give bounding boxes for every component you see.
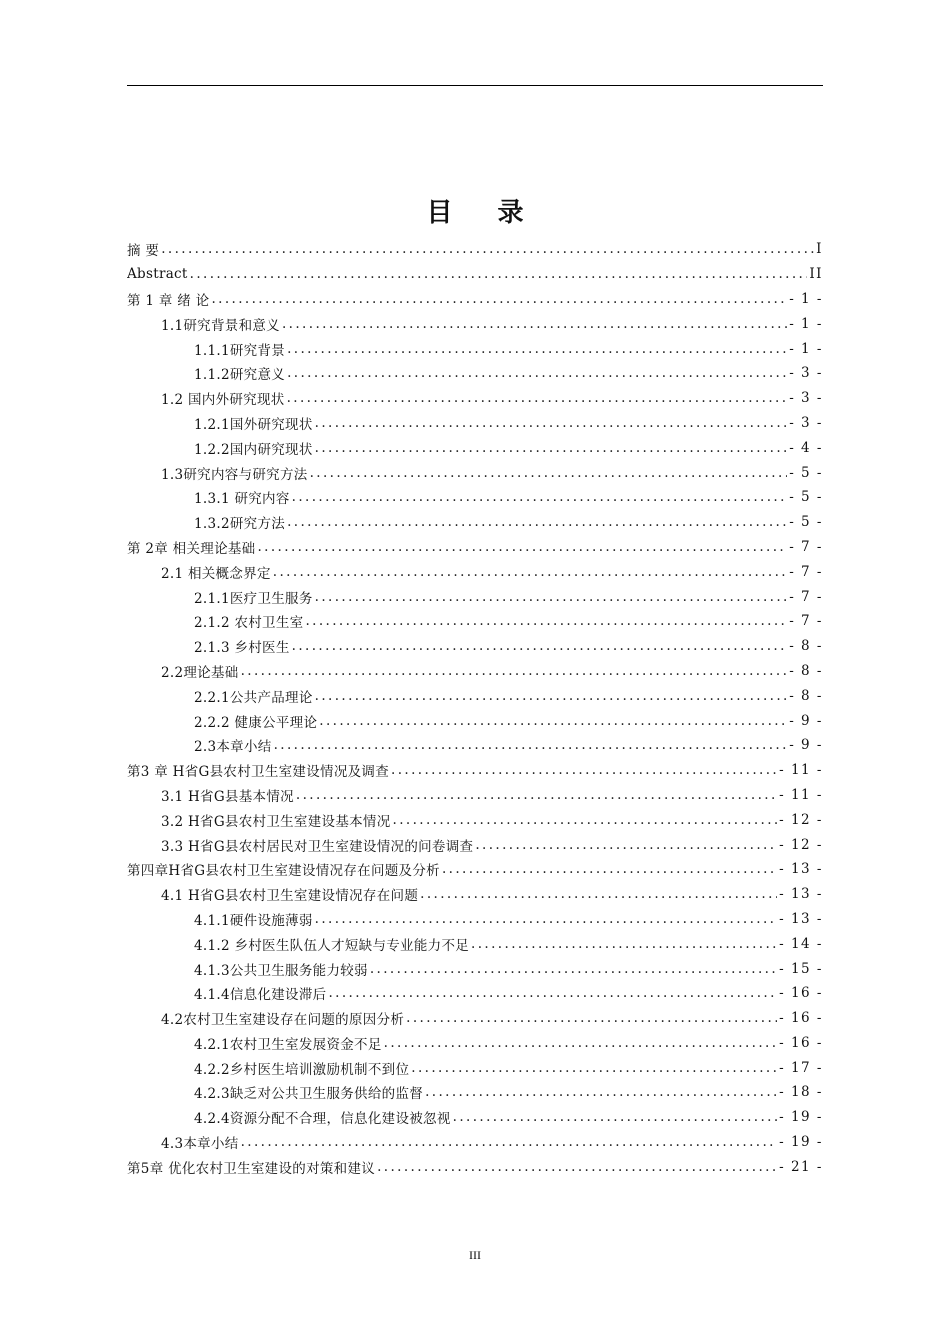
toc-entry-title: 1.3.1 研究内容 xyxy=(194,491,290,508)
toc-dot-leader xyxy=(442,861,777,877)
toc-entry-page: - 7 - xyxy=(789,538,823,555)
toc-entry-page: - 1 - xyxy=(789,315,823,332)
toc-dot-leader xyxy=(241,663,788,679)
toc-entry[interactable] xyxy=(127,1105,823,1130)
toc-dot-leader xyxy=(315,589,788,605)
toc-entry-title: 4.1.2 乡村医生队伍人才短缺与专业能力不足 xyxy=(194,937,470,954)
toc-entry-page: - 1 - xyxy=(789,340,823,357)
toc-entry-page: - 19 - xyxy=(779,1109,823,1126)
toc-entry-page: - 8 - xyxy=(789,638,823,655)
toc-entry-page: - 7 - xyxy=(789,613,823,630)
toc-entry-page: - 8 - xyxy=(789,687,823,704)
toc-entry-title: 2.1.3 乡村医生 xyxy=(194,640,290,657)
toc-dot-leader xyxy=(241,1134,778,1150)
toc-entry[interactable] xyxy=(127,1031,823,1056)
toc-entry-page: - 8 - xyxy=(789,662,823,679)
page-number: III xyxy=(469,1248,481,1262)
toc-entry-title: 第5章 优化农村卫生室建设的对策和建议 xyxy=(127,1160,376,1177)
toc-dot-leader xyxy=(471,936,777,952)
toc-entry[interactable] xyxy=(127,931,823,956)
toc-entry[interactable] xyxy=(127,1130,823,1155)
toc-entry[interactable] xyxy=(127,857,823,882)
toc-entry[interactable] xyxy=(127,981,823,1006)
toc-entry[interactable] xyxy=(127,882,823,907)
toc-dot-leader xyxy=(282,316,787,332)
toc-dot-leader xyxy=(315,440,788,456)
toc-dot-leader xyxy=(475,837,777,853)
toc-entry-title: 第 1 章 绪 论 xyxy=(127,292,210,309)
toc-entry-page: - 3 - xyxy=(789,414,823,431)
toc-entry-title: 1.1研究背景和意义 xyxy=(161,317,280,334)
toc-entry-page: - 11 - xyxy=(779,786,823,803)
toc-entry-page: - 16 - xyxy=(779,985,823,1002)
toc-entry-page: - 15 - xyxy=(779,960,823,977)
toc-entry-title: 1.3.2研究方法 xyxy=(194,516,286,533)
toc-dot-leader xyxy=(425,1084,777,1100)
toc-entry-page: - 13 - xyxy=(779,886,823,903)
toc-dot-leader xyxy=(384,1035,777,1051)
toc-entry-page: I xyxy=(816,241,823,258)
toc-entry-title: Abstract xyxy=(127,266,188,283)
toc-entry[interactable] xyxy=(127,683,823,708)
toc-entry-page: - 5 - xyxy=(789,464,823,481)
toc-entry-page: - 11 - xyxy=(779,762,823,779)
toc-entry-page: - 17 - xyxy=(779,1059,823,1076)
toc-dot-leader xyxy=(161,241,814,257)
toc-entry-page: - 21 - xyxy=(779,1158,823,1175)
toc-entry[interactable] xyxy=(127,535,823,560)
toc-entry-title: 2.3本章小结 xyxy=(194,739,272,756)
toc-entry[interactable] xyxy=(127,758,823,783)
toc-entry-page: - 3 - xyxy=(789,390,823,407)
toc-entry-title: 第 2章 相关理论基础 xyxy=(127,540,256,557)
toc-entry-title: 2.1.2 农村卫生室 xyxy=(194,615,304,632)
toc-dot-leader xyxy=(406,1010,777,1026)
toc-entry-title: 2.2.2 健康公平理论 xyxy=(194,714,318,731)
toc-entry-title: 3.2 H省G县农村卫生室建设基本情况 xyxy=(161,813,391,830)
toc-entry[interactable] xyxy=(127,1154,823,1179)
toc-entry-page: - 5 - xyxy=(789,514,823,531)
toc-entry-title: 1.1.1研究背景 xyxy=(194,342,286,359)
toc-entry-title: 4.1.3公共卫生服务能力较弱 xyxy=(194,962,368,979)
toc-entry-title: 2.2理论基础 xyxy=(161,664,239,681)
toc-entry-page: - 13 - xyxy=(779,910,823,927)
toc-entry[interactable] xyxy=(127,634,823,659)
toc-entry[interactable] xyxy=(127,510,823,535)
toc-entry-title: 3.3 H省G县农村居民对卫生室建设情况的问卷调查 xyxy=(161,838,474,855)
toc-dot-leader xyxy=(190,266,808,282)
toc-entry[interactable] xyxy=(127,311,823,336)
toc-entry-title: 4.2.2乡村医生培训激励机制不到位 xyxy=(194,1061,410,1078)
toc-entry-page: II xyxy=(809,266,823,283)
toc-dot-leader xyxy=(391,762,777,778)
toc-entry[interactable] xyxy=(127,460,823,485)
toc-entry[interactable] xyxy=(127,1055,823,1080)
toc-entry-page: - 9 - xyxy=(789,712,823,729)
toc-entry[interactable] xyxy=(127,733,823,758)
toc-dot-leader xyxy=(274,737,788,753)
toc-entry-title: 1.2 国内外研究现状 xyxy=(161,392,285,409)
toc-entry[interactable] xyxy=(127,659,823,684)
toc-entry[interactable] xyxy=(127,386,823,411)
toc-dot-leader xyxy=(319,713,787,729)
toc-entry[interactable] xyxy=(127,361,823,386)
toc-dot-leader xyxy=(453,1109,777,1125)
toc-entry[interactable] xyxy=(127,584,823,609)
header-rule xyxy=(127,85,823,86)
toc-entry-title: 摘 要 xyxy=(127,243,160,260)
toc-dot-leader xyxy=(292,489,788,505)
toc-dot-leader xyxy=(296,787,777,803)
toc-dot-leader xyxy=(310,465,788,481)
toc-entry-title: 1.3研究内容与研究方法 xyxy=(161,466,308,483)
toc-dot-leader xyxy=(287,390,788,406)
toc-dot-leader xyxy=(315,911,777,927)
toc-entry-title: 4.3本章小结 xyxy=(161,1136,239,1153)
toc-title: 目 录 xyxy=(426,198,542,228)
toc-dot-leader xyxy=(370,961,777,977)
toc-dot-leader xyxy=(287,514,787,530)
toc-entry[interactable] xyxy=(127,411,823,436)
toc-dot-leader xyxy=(411,1060,777,1076)
toc-entry-page: - 13 - xyxy=(779,861,823,878)
toc-entry-page: - 7 - xyxy=(789,588,823,605)
toc-dot-leader xyxy=(377,1159,777,1175)
toc-entry[interactable] xyxy=(127,783,823,808)
toc-dot-leader xyxy=(315,415,788,431)
toc-entry[interactable] xyxy=(127,609,823,634)
toc-entry[interactable] xyxy=(127,559,823,584)
toc-dot-leader xyxy=(328,985,777,1001)
toc-dot-leader xyxy=(305,613,787,629)
toc-entry[interactable] xyxy=(127,956,823,981)
toc-entry-title: 1.1.2研究意义 xyxy=(194,367,286,384)
toc-entry-title: 1.2.2国内研究现状 xyxy=(194,441,313,458)
toc-entry[interactable] xyxy=(127,1006,823,1031)
toc-entry-title: 3.1 H省G县基本情况 xyxy=(161,788,294,805)
toc-entry-page: - 12 - xyxy=(779,811,823,828)
toc-entry-page: - 4 - xyxy=(789,439,823,456)
toc-entry[interactable] xyxy=(127,287,823,312)
toc-entry[interactable] xyxy=(127,262,823,287)
toc-entry[interactable] xyxy=(127,708,823,733)
toc-entry-title: 4.1.4信息化建设滞后 xyxy=(194,987,327,1004)
toc-entry-title: 4.1.1硬件设施薄弱 xyxy=(194,912,313,929)
toc-entry-page: - 9 - xyxy=(789,737,823,754)
toc-entry-page: - 14 - xyxy=(779,935,823,952)
toc-entry-title: 4.1 H省G县农村卫生室建设情况存在问题 xyxy=(161,888,419,905)
toc-entry[interactable] xyxy=(127,435,823,460)
toc-entry-page: - 12 - xyxy=(779,836,823,853)
toc-dot-leader xyxy=(273,564,787,580)
toc-dot-leader xyxy=(287,341,787,357)
toc-dot-leader xyxy=(420,886,777,902)
toc-entry-title: 2.1.1医疗卫生服务 xyxy=(194,590,313,607)
toc-entry-page: - 16 - xyxy=(779,1010,823,1027)
toc-dot-leader xyxy=(257,539,787,555)
toc-dot-leader xyxy=(211,291,787,307)
toc-entry-title: 1.2.1国外研究现状 xyxy=(194,416,313,433)
toc-entry-title: 4.2.4资源分配不合理，信息化建设被忽视 xyxy=(194,1111,451,1128)
toc-dot-leader xyxy=(393,812,778,828)
toc-entry[interactable] xyxy=(127,1080,823,1105)
toc-entry[interactable] xyxy=(127,807,823,832)
toc-entry-title: 4.2.3缺乏对公共卫生服务供给的监督 xyxy=(194,1086,424,1103)
toc-entry-page: - 3 - xyxy=(789,365,823,382)
toc-entry-title: 第3 章 H省G县农村卫生室建设情况及调查 xyxy=(127,764,390,781)
toc-dot-leader xyxy=(292,638,788,654)
toc-entry[interactable] xyxy=(127,907,823,932)
toc-entry[interactable] xyxy=(127,485,823,510)
toc-entry-title: 2.2.1公共产品理论 xyxy=(194,689,313,706)
toc-entry-title: 4.2农村卫生室建设存在问题的原因分析 xyxy=(161,1012,405,1029)
toc-entry-page: - 19 - xyxy=(779,1134,823,1151)
toc-entry-page: - 1 - xyxy=(789,290,823,307)
toc-entry-page: - 5 - xyxy=(789,489,823,506)
toc-entry-page: - 18 - xyxy=(779,1084,823,1101)
toc-entry[interactable] xyxy=(127,237,823,262)
toc-entry-page: - 7 - xyxy=(789,563,823,580)
table-of-contents xyxy=(127,237,823,1179)
toc-entry-page: - 16 - xyxy=(779,1034,823,1051)
toc-entry-title: 第四章H省G县农村卫生室建设情况存在问题及分析 xyxy=(127,863,440,880)
toc-entry-title: 2.1 相关概念界定 xyxy=(161,565,271,582)
toc-entry-title: 4.2.1农村卫生室发展资金不足 xyxy=(194,1036,382,1053)
toc-dot-leader xyxy=(315,688,788,704)
toc-entry[interactable] xyxy=(127,336,823,361)
toc-dot-leader xyxy=(287,365,787,381)
toc-entry[interactable] xyxy=(127,832,823,857)
